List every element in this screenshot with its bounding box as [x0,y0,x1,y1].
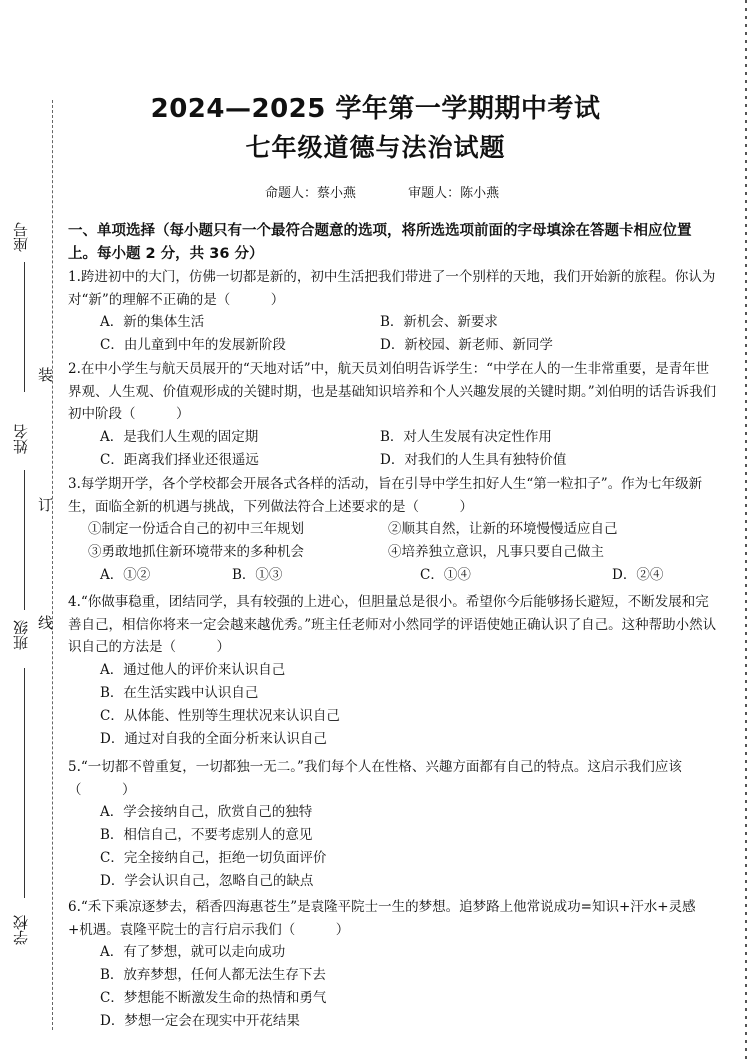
option-a[interactable]: A．①② [100,567,151,583]
question-3 [68,473,718,587]
option-c[interactable]: C．距离我们择业还很遥远 [100,451,259,468]
option-b[interactable]: B．相信自己，不要考虑别人的意见 [100,827,313,843]
option-c[interactable]: C．由儿童到中年的发展新阶段 [100,337,286,353]
statement-4: ④培养独立意识，凡事只要自己做主 [388,544,604,560]
author-label: 命题人：蔡小燕 [265,186,357,201]
options [68,426,718,472]
options [68,801,718,893]
reviewer-label: 审题人：陈小燕 [408,186,500,201]
class-label: 班级 [12,620,30,650]
options [68,941,718,1033]
option-a[interactable]: A．通过他人的评价来认识自己 [100,661,286,678]
statement-3: ③勇敢地抓住新环境带来的多种机会 [88,544,304,560]
name-field[interactable] [24,470,25,610]
question-stem: 4.“你做事稳重，团结同学，具有较强的上进心，但胆量总是很小。希望你今后能够扬长避短，不断发展和完善自己，相信你将来一定会越来越优秀。”班主任老师对小然同学的评语使她正确认识了自己。这种帮助小然认识自己的方法是（ ） [68,594,717,655]
exam-subtitle: 七年级道德与法治试题 [245,133,506,162]
section-heading: 一、单项选择（每小题只有一个最符合题意的选项，将所选选项前面的字母填涂在答题卡相应位置上。每小题 2 分，共 36 分） [68,223,692,262]
binding-char-zhuang: 装 [38,366,54,384]
option-d[interactable]: D．②④ [612,567,664,583]
seat-field[interactable] [24,262,25,392]
name-label: 姓名 [12,424,30,454]
option-c[interactable]: C．梦想能不断激发生命的热情和勇气 [100,990,327,1006]
question-stem: 6.“禾下乘凉逐梦去，稻香四海惠苍生”是袁隆平院士一生的梦想。追梦路上他常说成功=知识+汗水+灵感+机遇。袁隆平院士的言行启示我们（ ） [68,899,696,938]
statement-2: ②顺其自然，让新的环境慢慢适应自己 [388,521,618,537]
question-stem: 3.每学期开学，各个学校都会开展各式各样的活动，旨在引导中学生扣好人生“第一粒扣子”。作为七年级新生，面临全新的机遇与挑战，下列做法符合上述要求的是（ ） [68,476,703,515]
question-6 [68,896,718,1033]
question-4 [68,591,718,751]
option-b[interactable]: B．放弃梦想，任何人都无法生存下去 [100,967,326,983]
question-1 [68,266,718,357]
class-field[interactable] [24,668,25,898]
option-d[interactable]: D．梦想一定会在现实中开花结果 [100,1013,300,1029]
question-stem: 1.跨进初中的大门，仿佛一切都是新的，初中生活把我们带进了一个别样的天地，我们开始新的旅程。你认为对“新”的理解不正确的是（ ） [68,269,716,308]
options [68,659,718,751]
exam-title: 2024—2025 学年第一学期期中考试 [150,94,601,124]
option-a[interactable]: A．有了梦想，就可以走向成功 [100,944,286,960]
binding-char-xian: 线 [38,614,54,632]
options [68,564,718,587]
statements [68,518,718,564]
author-line [265,182,547,201]
option-d[interactable]: D．学会认识自己，忽略自己的缺点 [100,873,314,889]
option-c[interactable]: C．①④ [420,567,471,583]
option-a[interactable]: A．是我们人生观的固定期 [100,428,259,445]
option-c[interactable]: C．从体能、性别等生理状况来认识自己 [100,707,340,724]
binding-char-ding: 订 [38,496,54,514]
school-label: 学校 [12,915,30,945]
statement-1: ①制定一份适合自己的初中三年规划 [88,521,304,537]
seat-label: 座号 [12,222,30,252]
question-5 [68,756,718,893]
option-b[interactable]: B．在生活实践中认识自己 [100,684,259,701]
option-a[interactable]: A．学会接纳自己，欣赏自己的独特 [100,804,313,820]
option-d[interactable]: D．对我们的人生具有独特价值 [380,451,567,468]
option-d[interactable]: D．新校园、新老师、新同学 [380,337,553,353]
question-stem: 2.在中小学生与航天员展开的“天地对话”中，航天员刘伯明告诉学生：“中学在人的一生非常重要，是青年世界观、人生观、价值观形成的关键时期，也是基础知识培养和个人兴趣发展的关键时期。”刘伯明的话告诉我们初中阶段（ ） [68,361,717,422]
binding-line [52,100,53,1030]
option-c[interactable]: C．完全接纳自己，拒绝一切负面评价 [100,850,327,866]
option-b[interactable]: B．①③ [232,567,283,583]
options [68,311,718,357]
question-stem: 5.“一切都不曾重复，一切都独一无二。”我们每个人在性格、兴趣方面都有自己的特点。这启示我们应该（ ） [68,759,682,798]
question-2 [68,358,718,472]
option-b[interactable]: B．对人生发展有决定性作用 [380,428,552,445]
option-a[interactable]: A．新的集体生活 [100,314,205,330]
option-b[interactable]: B．新机会、新要求 [380,314,498,330]
option-d[interactable]: D．通过对自我的全面分析来认识自己 [100,730,327,747]
